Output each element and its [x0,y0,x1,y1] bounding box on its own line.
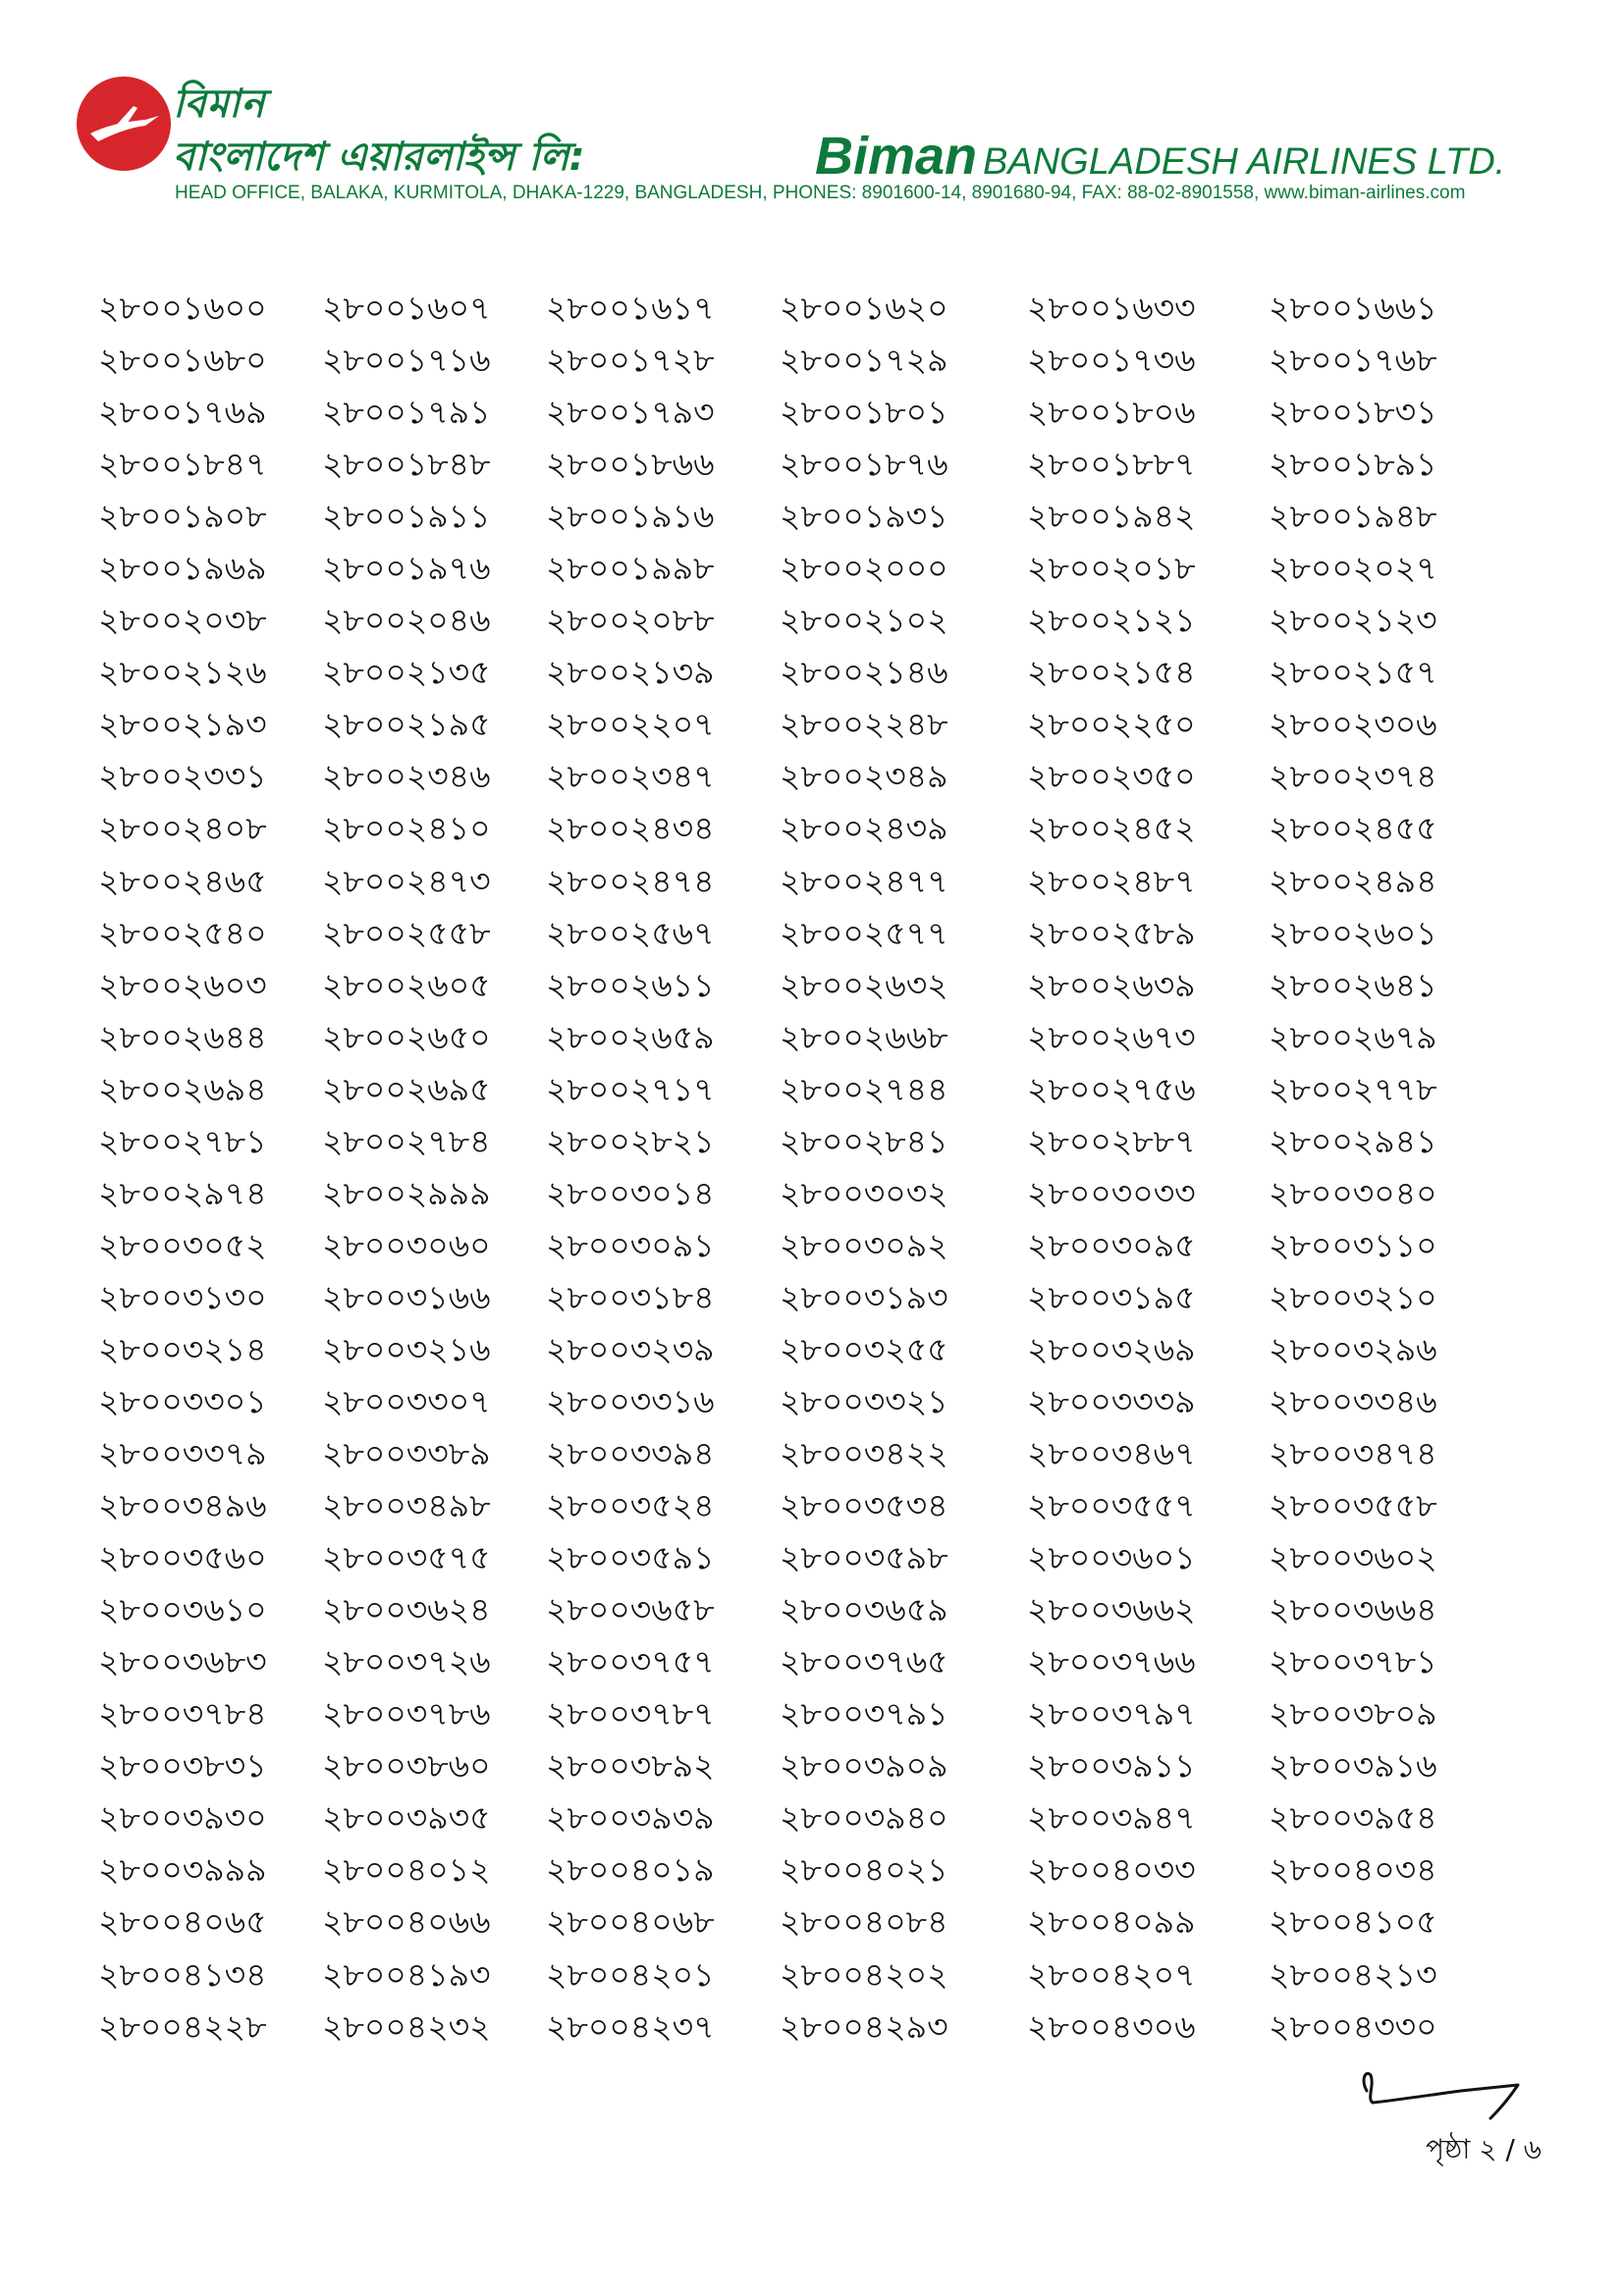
roll-number: ২৮০০১৬২০ [780,289,948,327]
roll-number: ২৮০০২৭৮৪ [322,1121,491,1160]
roll-number: ২৮০০১৯৩১ [780,497,948,536]
roll-number: ২৮০০৩৫৬০ [98,1538,267,1577]
roll-number: ২৮০০২৬৭৯ [1269,1017,1437,1056]
roll-number: ২৮০০৪০৯৯ [1027,1902,1196,1942]
roll-number: ২৮০০৩৯৩০ [98,1798,267,1838]
roll-number: ২৮০০৩৯১৬ [1269,1746,1437,1786]
roll-number: ২৮০০২৫৮৯ [1027,913,1196,952]
roll-number: ২৮০০৩৯৩৫ [322,1798,491,1838]
number-row [98,1640,1492,1692]
roll-number: ২৮০০২০০০ [780,549,948,588]
roll-number: ২৮০০৩২৬৯ [1027,1329,1196,1368]
roll-number: ২৮০০১৮৩১ [1269,393,1437,432]
roll-number: ২৮০০২৪৭৪ [546,861,715,900]
roll-number: ২৮০০২৩৫০ [1027,757,1196,796]
roll-number: ২৮০০২০১৮ [1027,549,1196,588]
roll-number: ২৮০০২৭৭৮ [1269,1069,1437,1108]
roll-number: ২৮০০৩৯৪৭ [1027,1798,1196,1838]
roll-number: ২৮০০৩৭৯১ [780,1694,948,1734]
roll-number: ২৮০০৪২০১ [546,1954,715,1994]
roll-number: ২৮০০১৯৯৮ [546,549,715,588]
roll-number: ২৮০০৩৭২৬ [322,1642,491,1682]
roll-number: ২৮০০৩৭৮১ [1269,1642,1437,1682]
number-row [98,1744,1492,1796]
roll-number: ২৮০০২০২৭ [1269,549,1437,588]
roll-number: ২৮০০১৮৯১ [1269,445,1437,484]
number-row [98,703,1492,755]
roll-number: ২৮০০২৪৩৪ [546,809,715,848]
number-row [98,1016,1492,1068]
number-row [98,755,1492,807]
roll-number: ২৮০০৩৯০৯ [780,1746,948,1786]
roll-number: ২৮০০৩৬৬২ [1027,1590,1196,1629]
roll-number: ২৮০০২৬৭৩ [1027,1017,1196,1056]
roll-number: ২৮০০৩২১০ [1269,1277,1437,1316]
number-row [98,443,1492,495]
roll-number: ২৮০০৩২৫৫ [780,1329,948,1368]
brand-name-biman: Biman [815,127,978,186]
roll-number: ২৮০০২৪৭৭ [780,861,948,900]
roll-number: ২৮০০২৪৫৫ [1269,809,1437,848]
roll-number: ২৮০০৩৬৬৪ [1269,1590,1437,1629]
roll-number: ২৮০০৩৫৯১ [546,1538,715,1577]
roll-number: ২৮০০২২০৭ [546,705,715,744]
roll-number: ২৮০০৩৫৩৪ [780,1486,948,1525]
roll-number: ২৮০০৪০৬৮ [546,1902,715,1942]
roll-number: ২৮০০২১৩৯ [546,653,715,692]
roll-number: ২৮০০২৬৯৪ [98,1069,267,1108]
roll-number: ২৮০০১৯৪২ [1027,497,1196,536]
number-row [98,1692,1492,1744]
roll-number: ২৮০০১৬৬১ [1269,289,1437,327]
roll-number: ২৮০০৩৭৯৭ [1027,1694,1196,1734]
roll-number: ২৮০০২৪৫২ [1027,809,1196,848]
roll-number: ২৮০০৪০১২ [322,1850,491,1890]
roll-number: ২৮০০৩৫৫৭ [1027,1486,1196,1525]
page-number: পৃষ্ঠা ২ / ৬ [1426,2133,1542,2165]
roll-number: ২৮০০১৯৪৮ [1269,497,1437,536]
roll-number: ২৮০০৩২৩৯ [546,1329,715,1368]
number-row [98,1328,1492,1380]
roll-number: ২৮০০২৩৪৯ [780,757,948,796]
roll-number: ২৮০০১৯১১ [322,497,491,536]
roll-number: ২৮০০৪০৬৫ [98,1902,267,1942]
roll-number: ২৮০০৪১০৫ [1269,1902,1437,1942]
roll-number: ২৮০০২২৪৮ [780,705,948,744]
roll-number: ২৮০০২১৯৩ [98,705,267,744]
roll-number: ২৮০০৪১৩৪ [98,1954,267,1994]
roll-number: ২৮০০১৬০৭ [322,289,491,327]
roll-number: ২৮০০৩৬৫৯ [780,1590,948,1629]
roll-number: ২৮০০১৬৮০ [98,341,267,380]
roll-number: ২৮০০৩৩৩৯ [1027,1381,1196,1420]
number-row [98,599,1492,651]
number-row [98,1276,1492,1328]
roll-number: ২৮০০৩৫৭৫ [322,1538,491,1577]
roll-number: ২৮০০৩৪৯৬ [98,1486,267,1525]
roll-number: ২৮০০৩৩২১ [780,1381,948,1420]
roll-number: ২৮০০৩৫৯৮ [780,1538,948,1577]
roll-number: ২৮০০৩৫২৪ [546,1486,715,1525]
roll-number: ২৮০০৩১১০ [1269,1225,1437,1264]
roll-number: ২৮০০৪২৩২ [322,2006,491,2046]
roll-number: ২৮০০২৯৭৪ [98,1173,267,1212]
roll-number: ২৮০০৪২৩৭ [546,2006,715,2046]
number-row [98,651,1492,703]
roll-number: ২৮০০৩৯৯৯ [98,1850,267,1890]
roll-number: ২৮০০৩৯৩৯ [546,1798,715,1838]
roll-number: ২৮০০৩৭৮৭ [546,1694,715,1734]
roll-number: ২৮০০৪০৬৬ [322,1902,491,1942]
roll-number: ২৮০০৩৩৯৪ [546,1434,715,1473]
roll-number: ২৮০০২৬৩২ [780,965,948,1004]
roll-number: ২৮০০৩৩০১ [98,1381,267,1420]
letterhead [77,73,1506,210]
roll-number: ২৮০০২৪৯৪ [1269,861,1437,900]
roll-number: ২৮০০৩৩১৬ [546,1381,715,1420]
roll-number: ২৮০০৪২১৩ [1269,1954,1437,1994]
roll-number: ২৮০০১৮৪৮ [322,445,491,484]
roll-number: ২৮০০৪০১৯ [546,1850,715,1890]
roll-number: ২৮০০২৩০৬ [1269,705,1437,744]
roll-number: ২৮০০৩৬১০ [98,1590,267,1629]
roll-number: ২৮০০৩৩৪৬ [1269,1381,1437,1420]
roll-number: ২৮০০৩২৯৬ [1269,1329,1437,1368]
roll-number: ২৮০০৩৬০১ [1027,1538,1196,1577]
roll-number: ২৮০০৩০৩৩ [1027,1173,1196,1212]
biman-logo-icon [77,77,171,171]
roll-number: ২৮০০৩৪৬৭ [1027,1434,1196,1473]
roll-number: ২৮০০৩৪৭৪ [1269,1434,1437,1473]
roll-number: ২৮০০৪২০২ [780,1954,948,1994]
number-row [98,1953,1492,2005]
roll-number: ২৮০০১৯০৮ [98,497,267,536]
number-row [98,860,1492,912]
roll-number: ২৮০০২১২১ [1027,601,1196,640]
roll-number: ২৮০০২৪০৮ [98,809,267,848]
roll-number: ২৮০০২৬০৩ [98,965,267,1004]
roll-number: ২৮০০২৬৩৯ [1027,965,1196,1004]
roll-number: ২৮০০২৭৫৬ [1027,1069,1196,1108]
number-row [98,1536,1492,1588]
roll-number: ২৮০০২৭১৭ [546,1069,715,1108]
roll-number: ২৮০০২১৫৪ [1027,653,1196,692]
roll-number: ২৮০০৩৮০৯ [1269,1694,1437,1734]
roll-number: ২৮০০৩৯৪০ [780,1798,948,1838]
number-row [98,1432,1492,1484]
roll-number: ২৮০০২৯৪১ [1269,1121,1437,1160]
roll-number: ২৮০০২৬৫৯ [546,1017,715,1056]
number-row [98,1380,1492,1432]
brand-name-bengali: বাংলাদেশ এয়ারলাইন্স লি: [173,134,585,180]
brand-name-bengali-top: বিমান [173,81,266,127]
roll-number: ২৮০০২৮৮৭ [1027,1121,1196,1160]
roll-number: ২৮০০১৯৬৯ [98,549,267,588]
roll-number: ২৮০০২৬৯৫ [322,1069,491,1108]
roll-number: ২৮০০৩৫৫৮ [1269,1486,1437,1525]
roll-number: ২৮০০২৬১১ [546,965,715,1004]
roll-number: ২৮০০২১২৬ [98,653,267,692]
roll-number: ২৮০০৪৩০৬ [1027,2006,1196,2046]
roll-number: ২৮০০৩০৯২ [780,1225,948,1264]
roll-number: ২৮০০২৪৭৩ [322,861,491,900]
roll-number: ২৮০০৩৯৫৪ [1269,1798,1437,1838]
roll-number: ২৮০০৩১৩০ [98,1277,267,1316]
roll-number-list [98,287,1492,2057]
roll-number: ২৮০০৩০৯৫ [1027,1225,1196,1264]
roll-number: ২৮০০২৩৭৪ [1269,757,1437,796]
roll-number: ২৮০০৩০৬০ [322,1225,491,1264]
roll-number: ২৮০০২০৮৮ [546,601,715,640]
roll-number: ২৮০০৩৭৫৭ [546,1642,715,1682]
roll-number: ২৮০০১৮৬৬ [546,445,715,484]
number-row [98,1848,1492,1900]
roll-number: ২৮০০১৮৭৬ [780,445,948,484]
roll-number: ২৮০০৩৩৭৯ [98,1434,267,1473]
number-row [98,1484,1492,1536]
roll-number: ২৮০০৩৪২২ [780,1434,948,1473]
roll-number: ২৮০০১৭১৬ [322,341,491,380]
roll-number: ২৮০০৩৩০৭ [322,1381,491,1420]
roll-number: ২৮০০২৭৪৪ [780,1069,948,1108]
roll-number: ২৮০০২৫৪০ [98,913,267,952]
number-row [98,1224,1492,1276]
roll-number: ২৮০০১৭৩৬ [1027,341,1196,380]
roll-number: ২৮০০২২৫০ [1027,705,1196,744]
roll-number: ২৮০০২৬৬৮ [780,1017,948,1056]
roll-number: ২৮০০৩৮৬০ [322,1746,491,1786]
roll-number: ২৮০০৪৩৩০ [1269,2006,1437,2046]
number-row [98,1900,1492,1952]
roll-number: ২৮০০৩০৫২ [98,1225,267,1264]
roll-number: ২৮০০৩১৬৬ [322,1277,491,1316]
roll-number: ২৮০০২৬০৫ [322,965,491,1004]
roll-number: ২৮০০২৮৪১ [780,1121,948,1160]
roll-number: ২৮০০২৮২১ [546,1121,715,1160]
roll-number: ২৮০০৩৬৮৩ [98,1642,267,1682]
roll-number: ২৮০০২৯৯৯ [322,1173,491,1212]
roll-number: ২৮০০৩৬২৪ [322,1590,491,1629]
roll-number: ২৮০০৩১৮৪ [546,1277,715,1316]
roll-number: ২৮০০৩০৩২ [780,1173,948,1212]
number-row [98,547,1492,599]
head-office-address: HEAD OFFICE, BALAKA, KURMITOLA, DHAKA-1229, BANGLADESH, PHONES: 8901600-14, 8901680-94, FAX: 88-02-8901558, www.biman-airlines.com [175,183,1466,203]
roll-number: ২৮০০৩৮৯২ [546,1746,715,1786]
roll-number: ২৮০০৩১৯৩ [780,1277,948,1316]
roll-number: ২৮০০৩১৯৫ [1027,1277,1196,1316]
brand-name-english [815,126,1505,187]
roll-number: ২৮০০৩৬৫৮ [546,1590,715,1629]
roll-number: ২৮০০২৪১০ [322,809,491,848]
roll-number: ২৮০০১৮৮৭ [1027,445,1196,484]
roll-number: ২৮০০৪২০৭ [1027,1954,1196,1994]
brand-name-subtitle: BANGLADESH AIRLINES LTD. [983,141,1506,183]
roll-number: ২৮০০৩০১৪ [546,1173,715,1212]
number-row [98,1120,1492,1172]
number-row [98,912,1492,964]
roll-number: ২৮০০৪২২৮ [98,2006,267,2046]
roll-number: ২৮০০৪১৯৩ [322,1954,491,1994]
roll-number: ২৮০০৩২১৬ [322,1329,491,1368]
roll-number: ২৮০০১৬৩৩ [1027,289,1196,327]
roll-number: ২৮০০৪২৯৩ [780,2006,948,2046]
roll-number: ২৮০০৩৭৬৬ [1027,1642,1196,1682]
roll-number: ২৮০০২১৯৫ [322,705,491,744]
roll-number: ২৮০০৩৮৩১ [98,1746,267,1786]
number-row [98,391,1492,443]
roll-number: ২৮০০২৩৩১ [98,757,267,796]
roll-number: ২৮০০২৬০১ [1269,913,1437,952]
roll-number: ২৮০০৩০৪০ [1269,1173,1437,1212]
roll-number: ২৮০০২১২৩ [1269,601,1437,640]
roll-number: ২৮০০১৭২৮ [546,341,715,380]
roll-number: ২৮০০৪০৮৪ [780,1902,948,1942]
roll-number: ২৮০০২৪৮৭ [1027,861,1196,900]
number-row [98,287,1492,339]
roll-number: ২৮০০১৭৬৯ [98,393,267,432]
roll-number: ২৮০০১৬০০ [98,289,267,327]
roll-number: ২৮০০২৩৪৬ [322,757,491,796]
roll-number: ২৮০০২১৩৫ [322,653,491,692]
roll-number: ২৮০০২৪৬৫ [98,861,267,900]
roll-number: ২৮০০৩০৯১ [546,1225,715,1264]
number-row [98,1172,1492,1224]
roll-number: ২৮০০৩৭৬৫ [780,1642,948,1682]
roll-number: ২৮০০৩২১৪ [98,1329,267,1368]
roll-number: ২৮০০২১৪৬ [780,653,948,692]
roll-number: ২৮০০২৫৫৮ [322,913,491,952]
number-row [98,1588,1492,1640]
roll-number: ২৮০০২৩৪৭ [546,757,715,796]
roll-number: ২৮০০১৭৯৩ [546,393,715,432]
roll-number: ২৮০০২০৩৮ [98,601,267,640]
number-row [98,1068,1492,1120]
roll-number: ২৮০০১৭৬৮ [1269,341,1437,380]
roll-number: ২৮০০২৬৪১ [1269,965,1437,1004]
roll-number: ২৮০০২১৫৭ [1269,653,1437,692]
roll-number: ২৮০০১৯১৬ [546,497,715,536]
roll-number: ২৮০০৪০৩৩ [1027,1850,1196,1890]
roll-number: ২৮০০১৮০৬ [1027,393,1196,432]
roll-number: ২৮০০৪০৩৪ [1269,1850,1437,1890]
number-row [98,807,1492,859]
roll-number: ২৮০০১৭৯১ [322,393,491,432]
stork-icon [77,77,171,171]
roll-number: ২৮০০২৪৩৯ [780,809,948,848]
roll-number: ২৮০০১৮০১ [780,393,948,432]
number-row [98,1796,1492,1848]
roll-number: ২৮০০৩৬০২ [1269,1538,1437,1577]
roll-number: ২৮০০২৭৮১ [98,1121,267,1160]
roll-number: ২৮০০২০৪৬ [322,601,491,640]
roll-number: ২৮০০২১০২ [780,601,948,640]
number-row [98,495,1492,547]
roll-number: ২৮০০৩৯১১ [1027,1746,1196,1786]
number-row [98,339,1492,391]
roll-number: ২৮০০১৮৪৭ [98,445,267,484]
roll-number: ২৮০০৩৭৮৪ [98,1694,267,1734]
roll-number: ২৮০০২৬৪৪ [98,1017,267,1056]
roll-number: ২৮০০৪০২১ [780,1850,948,1890]
roll-number: ২৮০০১৬১৭ [546,289,715,327]
roll-number: ২৮০০২৫৭৭ [780,913,948,952]
roll-number: ২৮০০৩৭৮৬ [322,1694,491,1734]
roll-number: ২৮০০৩৪৯৮ [322,1486,491,1525]
roll-number: ২৮০০২৫৬৭ [546,913,715,952]
number-row [98,2005,1492,2057]
roll-number: ২৮০০১৯৭৬ [322,549,491,588]
roll-number: ২৮০০৩৩৮৯ [322,1434,491,1473]
roll-number: ২৮০০২৬৫০ [322,1017,491,1056]
roll-number: ২৮০০১৭২৯ [780,341,948,380]
number-row [98,964,1492,1016]
